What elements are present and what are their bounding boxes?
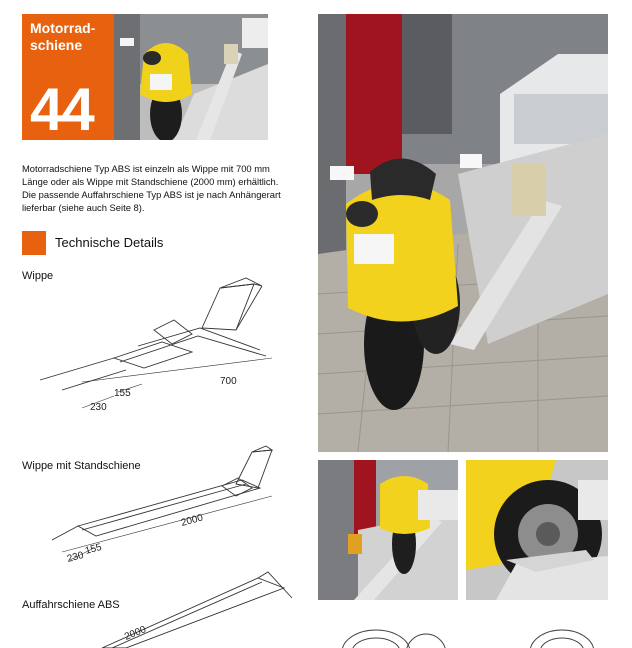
technical-drawing-wippe bbox=[22, 272, 304, 422]
page-number: 44 bbox=[30, 76, 93, 143]
technical-drawing-auffahrschiene bbox=[22, 568, 304, 648]
dim-label-230: 230 bbox=[90, 402, 107, 413]
photo-motorcycle-on-trailer bbox=[318, 14, 608, 452]
dim-label-155: 155 bbox=[114, 388, 131, 399]
dim-label-155: 155 bbox=[83, 541, 103, 557]
badge-title: Motorrad- schiene bbox=[30, 20, 96, 53]
technical-drawing-wippe-standschiene bbox=[22, 444, 304, 570]
photo-wheel-in-wippe bbox=[466, 460, 608, 600]
dim-label-2000: 2000 bbox=[179, 512, 205, 529]
drawing-label-auffahrschiene: Auffahrschiene ABS bbox=[22, 599, 120, 611]
section-title: Technische Details bbox=[55, 235, 164, 250]
dim-label-230: 230 bbox=[65, 549, 85, 565]
intro-text: Motorradschiene Typ ABS ist einzeln als Wippe mit 700 mm Länge oder als Wippe mit Standschiene (2000 mm) erhältlich. Die passende Auffahrschiene Typ ABS ist je nach Anhängerart lieferbar (siehe auch Seite 8). bbox=[22, 163, 281, 213]
partial-illustrations-bottom bbox=[330, 616, 610, 648]
page-badge bbox=[22, 14, 114, 143]
dim-label-700: 700 bbox=[220, 376, 237, 387]
photo-trailer-ramp bbox=[318, 460, 458, 600]
section-marker bbox=[22, 231, 46, 255]
dim-label-2000: 2000 bbox=[123, 624, 148, 643]
photo-rear-view-small bbox=[114, 14, 268, 140]
drawing-label-wippe-standschiene: Wippe mit Standschiene bbox=[22, 460, 141, 472]
drawing-label-wippe: Wippe bbox=[22, 270, 54, 282]
